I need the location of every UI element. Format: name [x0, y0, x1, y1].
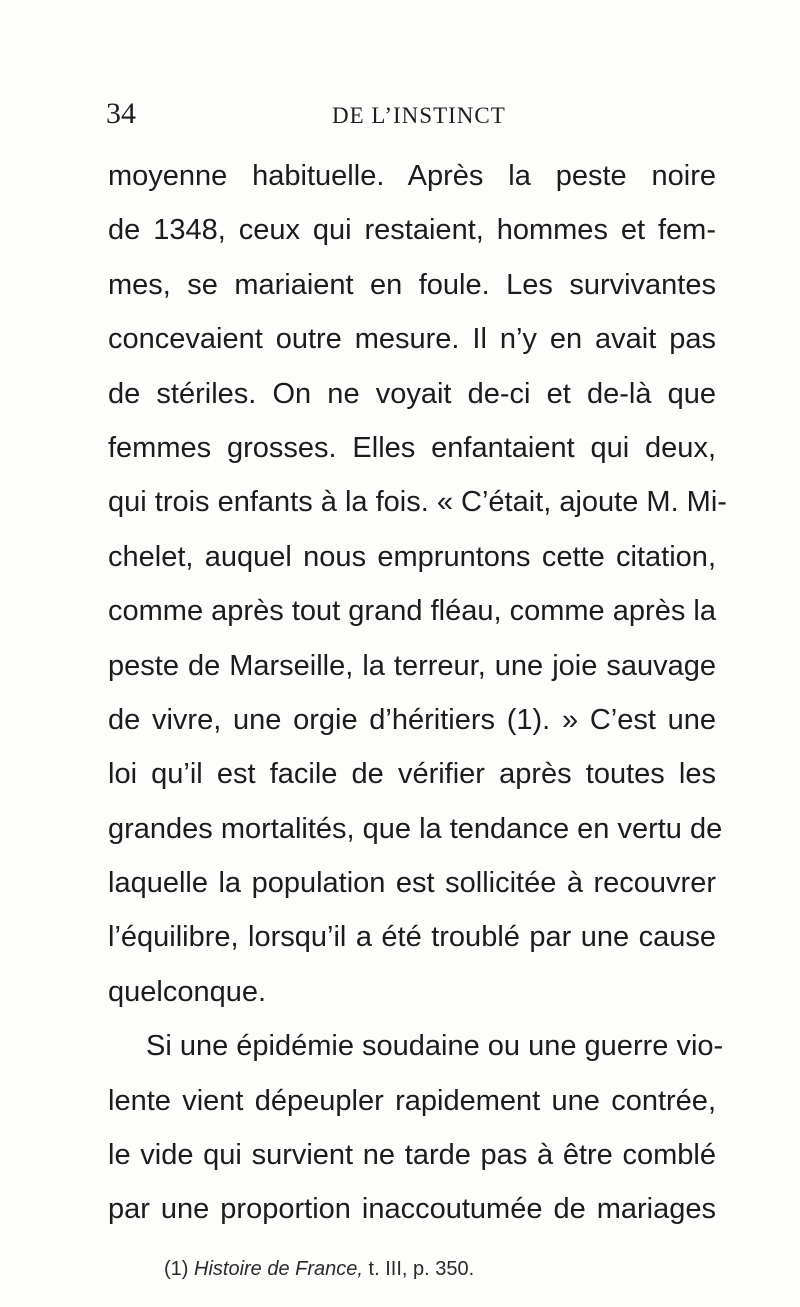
- text-line: laquelle la population est sollicitée à recouvrer: [108, 867, 716, 900]
- body-text: [108, 149, 727, 1237]
- text-line: qui trois enfants à la fois. « C’était, ajoute M. Mi-: [108, 486, 727, 519]
- text-line: chelet, auquel nous empruntons cette citation,: [108, 540, 716, 573]
- text-line: moyenne habituelle. Après la peste noire: [108, 160, 716, 192]
- text-line: lente vient dépeupler rapidement une contrée,: [108, 1084, 716, 1117]
- page-number: 34: [106, 97, 136, 130]
- footnote-reference: t. III, p. 350.: [368, 1258, 475, 1280]
- text-line: de vivre, une orgie d’héritiers (1). » C’est une: [108, 703, 716, 736]
- paragraph-2: [108, 1019, 724, 1237]
- text-line: le vide qui survient ne tarde pas à être comblé: [108, 1139, 716, 1172]
- text-line: mes, se mariaient en foule. Les survivantes: [108, 268, 716, 301]
- running-head: [106, 94, 716, 134]
- text-line: peste de Marseille, la terreur, une joie sauvage: [108, 649, 716, 682]
- text-line: comme après tout grand fléau, comme après la: [108, 595, 716, 628]
- paragraph-1: [108, 149, 727, 1019]
- text-line: de 1348, ceux qui restaient, hommes et fem-: [108, 214, 716, 247]
- footnote-marker: (1): [164, 1258, 189, 1280]
- text-line: loi qu’il est facile de vérifier après toutes les: [108, 758, 716, 791]
- footnote: [164, 1254, 474, 1284]
- text-line: femmes grosses. Elles enfantaient qui deux,: [108, 431, 716, 464]
- text-line: de stériles. On ne voyait de-ci et de-là que: [108, 377, 716, 410]
- text-line: par une proportion inaccoutumée de mariages: [108, 1193, 716, 1226]
- text-line: quelconque.: [108, 975, 267, 1008]
- running-title: DE L’INSTINCT: [332, 103, 506, 128]
- text-line: concevaient outre mesure. Il n’y en avait pas: [108, 323, 716, 356]
- text-line: l’équilibre, lorsqu’il a été troublé par une cause: [108, 921, 716, 954]
- text-line: Si une épidémie soudaine ou une guerre vio-: [146, 1030, 724, 1063]
- footnote-title: Histoire de France,: [194, 1258, 363, 1280]
- text-line: grandes mortalités, que la tendance en vertu de: [108, 812, 723, 845]
